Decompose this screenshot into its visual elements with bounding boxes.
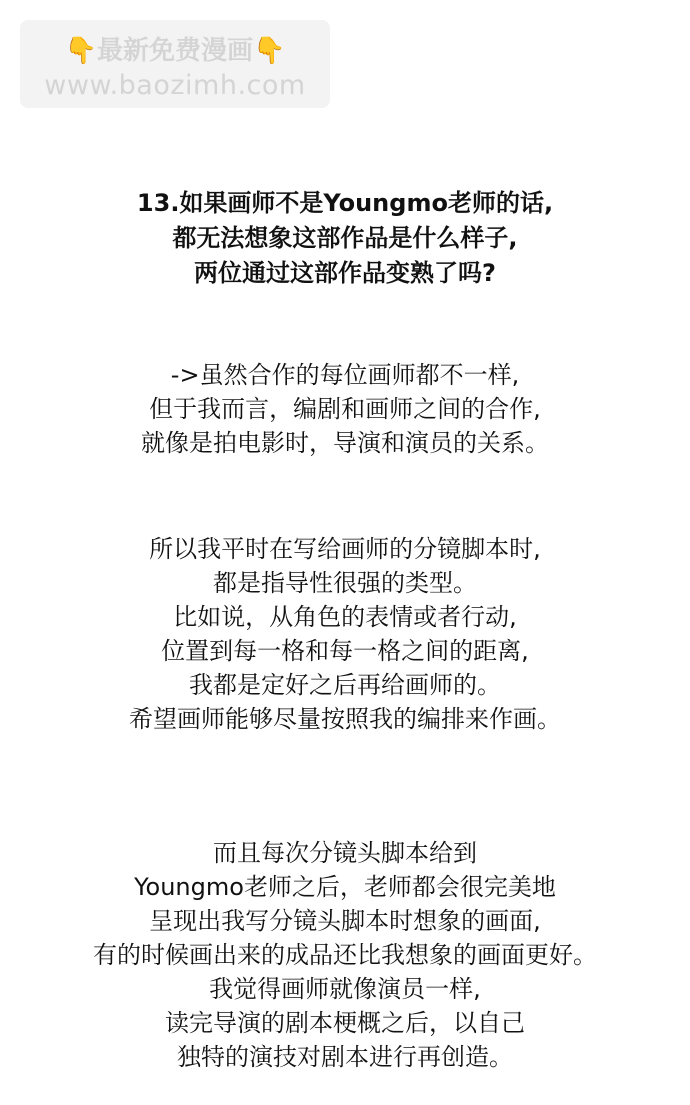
answer-paragraph-2 — [0, 532, 690, 736]
text-line: ->虽然合作的每位画师都不一样, — [170, 361, 520, 389]
watermark-banner — [20, 20, 330, 108]
question-title — [0, 186, 690, 291]
text-line: 我都是定好之后再给画师的。 — [189, 671, 501, 699]
text-line: 呈现出我写分镜头脚本时想象的画面, — [149, 907, 541, 935]
watermark-site-name: 最新免费漫画 — [96, 36, 253, 66]
watermark-title — [20, 30, 330, 67]
text-line: 独特的演技对剧本进行再创造。 — [177, 1043, 513, 1071]
text-line: 所以我平时在写给画师的分镜脚本时, — [149, 535, 541, 563]
watermark-url: www.baozimh.com — [44, 70, 306, 101]
text-line: 都是指导性很强的类型。 — [213, 569, 477, 597]
text-line: 希望画师能够尽量按照我的编排来作画。 — [129, 705, 561, 733]
text-line: 有的时候画出来的成品还比我想象的画面更好。 — [93, 941, 597, 969]
text-line: 我觉得画师就像演员一样, — [209, 975, 481, 1003]
text-line: 位置到每一格和每一格之间的距离, — [161, 637, 529, 665]
text-line: 而且每次分镜头脚本给到 — [213, 839, 477, 867]
title-line: 都无法想象这部作品是什么样子, — [172, 224, 518, 252]
title-line: 两位通过这部作品变熟了吗? — [194, 259, 496, 287]
answer-paragraph-1 — [0, 358, 690, 460]
text-line: 读完导演的剧本梗概之后，以自己 — [165, 1009, 525, 1037]
title-line: 13.如果画师不是Youngmo老师的话, — [136, 189, 554, 217]
text-line: 但于我而言，编剧和画师之间的合作, — [149, 395, 541, 423]
answer-paragraph-3 — [0, 836, 690, 1074]
text-line: Youngmo老师之后，老师都会很完美地 — [134, 873, 556, 901]
pointing-down-icon: 👇 — [64, 36, 97, 66]
pointing-down-icon: 👇 — [253, 36, 286, 66]
text-line: 就像是拍电影时，导演和演员的关系。 — [141, 429, 549, 457]
text-line: 比如说，从角色的表情或者行动, — [173, 603, 517, 631]
